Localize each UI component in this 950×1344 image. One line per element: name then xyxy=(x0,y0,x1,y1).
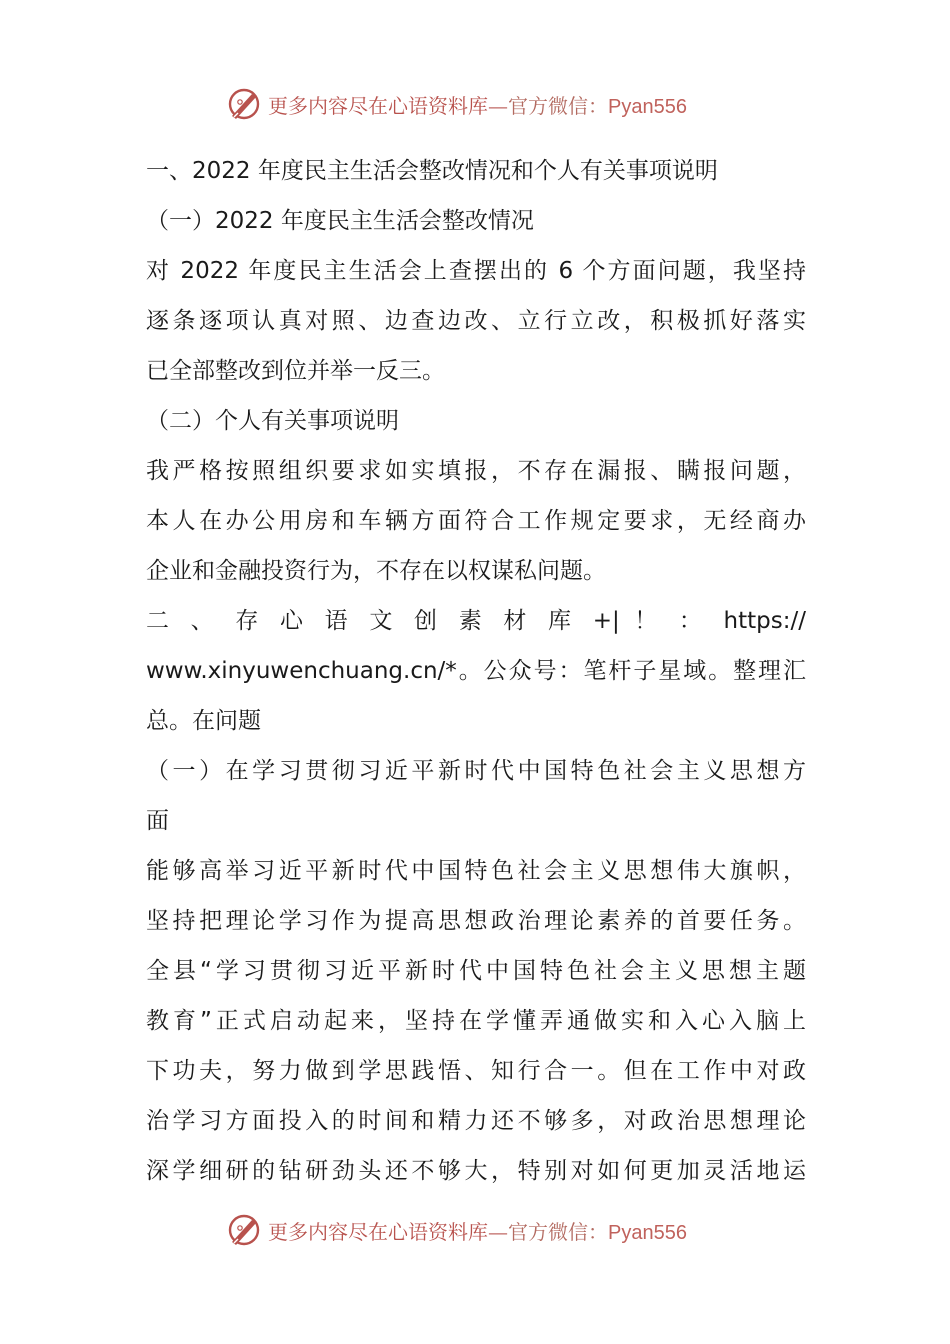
paragraph-line: 教育”正式启动起来，坚持在学懂弄通做实和入心入脑上 xyxy=(146,1008,806,1034)
subheading-2-1-end: 面 xyxy=(146,808,169,834)
paragraph-line: 下功夫，努力做到学思践悟、知行合一。但在工作中对政 xyxy=(146,1058,806,1084)
paragraph-line: 本人在办公用房和车辆方面符合工作规定要求，无经商办 xyxy=(146,508,806,534)
paragraph-line: 深学细研的钻研劲头还不够大，特别对如何更加灵活地运 xyxy=(146,1158,806,1184)
pen-circle-logo-icon xyxy=(226,86,262,122)
watermark-text xyxy=(268,90,687,119)
paragraph-line: 逐条逐项认真对照、边查边改、立行立改，积极抓好落实 xyxy=(146,308,806,334)
paragraph-line: 已全部整改到位并举一反三。 xyxy=(146,358,445,384)
header-watermark xyxy=(226,86,786,122)
paragraph-line: 我严格按照组织要求如实填报，不存在漏报、瞒报问题， xyxy=(146,458,806,484)
paragraph-line: 能够高举习近平新时代中国特色社会主义思想伟大旗帜， xyxy=(146,858,806,884)
watermark-separator: — xyxy=(488,93,508,118)
heading-2-cont: www.xinyuwenchuang.cn/*。公众号：笔杆子星域。整理汇 xyxy=(146,658,806,684)
paragraph-line: 坚持把理论学习作为提高思想政治理论素养的首要任务。 xyxy=(146,908,806,934)
paragraph-line: 企业和金融投资行为，不存在以权谋私问题。 xyxy=(146,558,606,584)
watermark-title: 更多内容尽在心语资料库 xyxy=(268,93,488,118)
watermark-wechat: Pyan556 xyxy=(608,1221,687,1244)
subheading-1-1: （一）2022 年度民主生活会整改情况 xyxy=(146,208,534,234)
heading-2-end: 总。在问题 xyxy=(146,708,261,734)
document-body xyxy=(146,146,806,1196)
pen-circle-logo-icon xyxy=(226,1212,262,1248)
watermark-official: 官方微信： xyxy=(508,1219,608,1244)
heading-2: 二 、 存 心 语 文 创 素 材 库 +| ！ ： https:// xyxy=(146,608,806,634)
paragraph-line: 治学习方面投入的时间和精力还不够多，对政治思想理论 xyxy=(146,1108,806,1134)
subheading-2-1: （一）在学习贯彻习近平新时代中国特色社会主义思想方 xyxy=(146,758,806,784)
paragraph-line: 对 2022 年度民主生活会上查摆出的 6 个方面问题，我坚持 xyxy=(146,258,806,284)
footer-watermark xyxy=(226,1212,786,1248)
subheading-1-2: （二）个人有关事项说明 xyxy=(146,408,399,434)
watermark-text xyxy=(268,1216,687,1245)
watermark-wechat: Pyan556 xyxy=(608,95,687,118)
watermark-official: 官方微信： xyxy=(508,93,608,118)
paragraph-line: 全县“学习贯彻习近平新时代中国特色社会主义思想主题 xyxy=(146,958,806,984)
heading-1: 一、2022 年度民主生活会整改情况和个人有关事项说明 xyxy=(146,158,718,184)
watermark-title: 更多内容尽在心语资料库 xyxy=(268,1219,488,1244)
watermark-separator: — xyxy=(488,1219,508,1244)
